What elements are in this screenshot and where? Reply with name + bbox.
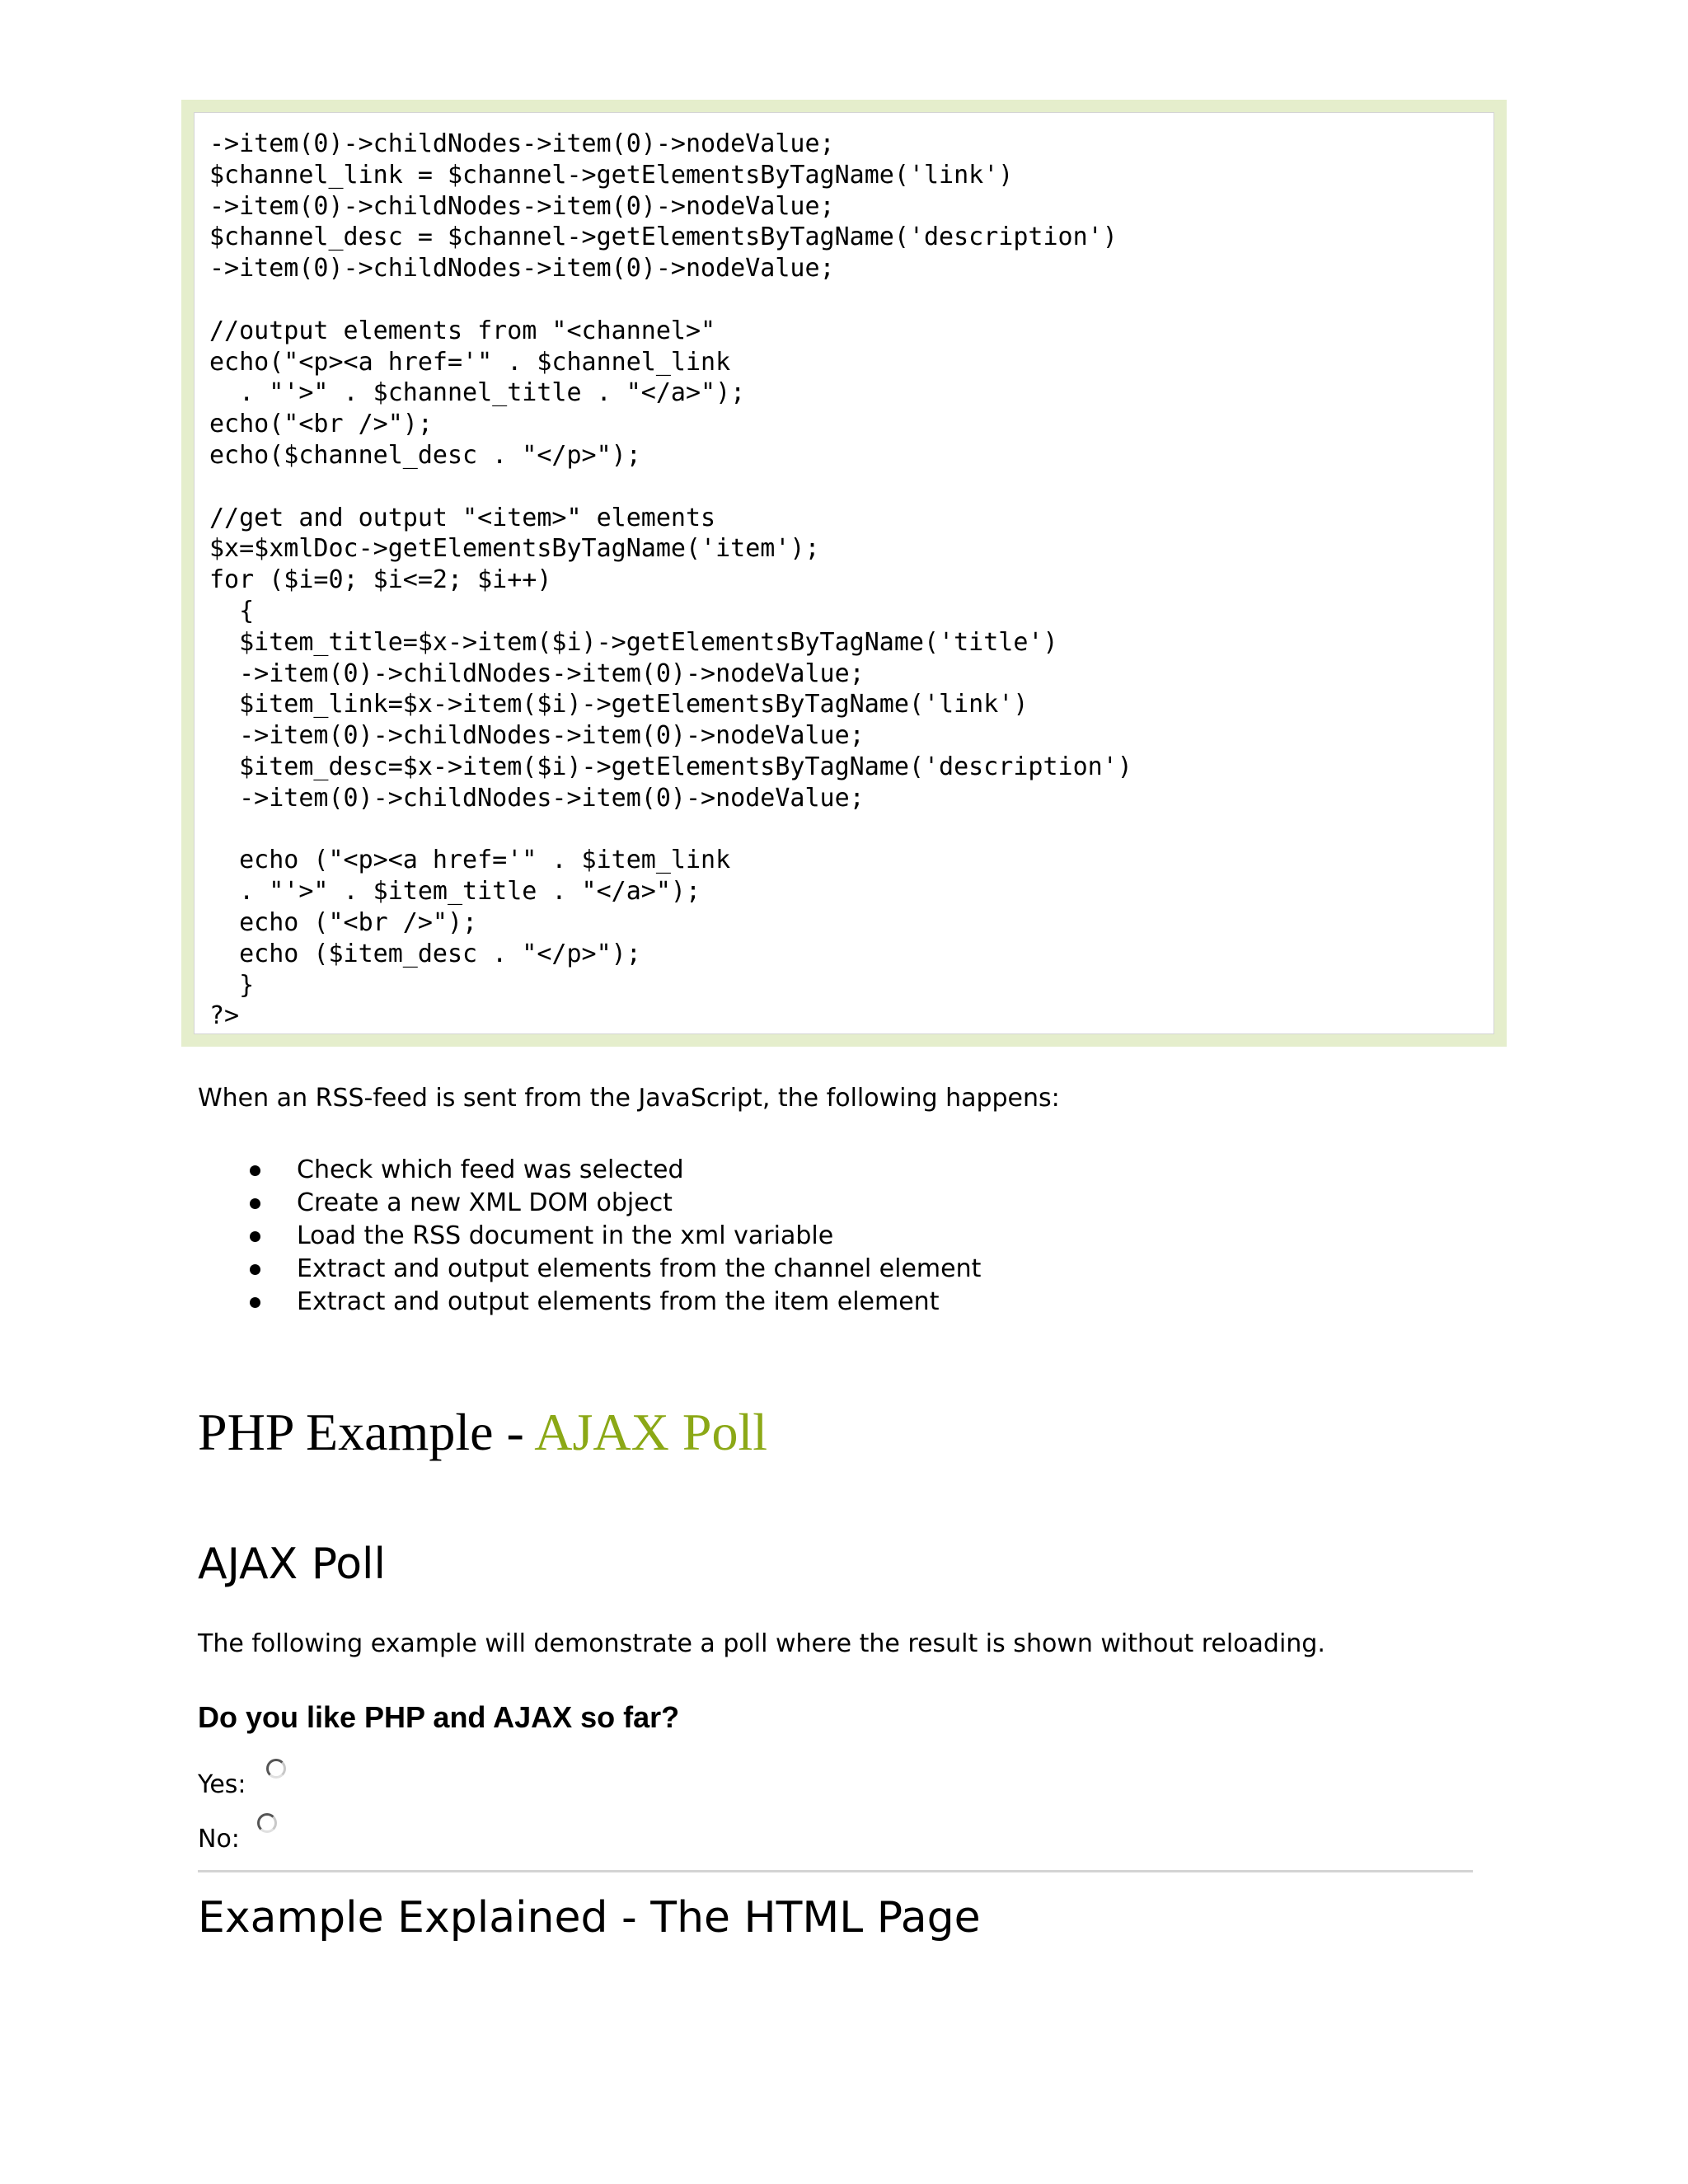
section-title [198,1399,767,1465]
bullet-icon [250,1198,260,1209]
code-line: $channel_link = $channel->getElementsByTagName('link') [209,160,1014,190]
poll-radio-no[interactable] [257,1813,277,1833]
list-item [198,1253,981,1286]
step-label: Check which feed was selected [297,1155,684,1184]
steps-list [198,1154,981,1319]
code-line: echo ("<p><a href='" . $item_link [209,846,731,875]
code-line: $item_desc=$x->item($i)->getElementsByTagName('description') [209,752,1132,781]
code-line [209,471,1493,503]
code-line: ->item(0)->childNodes->item(0)->nodeValue; [209,129,835,158]
bullet-icon [250,1231,260,1242]
intro-paragraph: When an RSS-feed is sent from the JavaScript, the following happens: [198,1084,1060,1113]
bullet-icon [250,1165,260,1176]
code-example [194,112,1494,1034]
code-line: . "'>" . $item_title . "</a>"); [209,877,701,907]
code-line: ->item(0)->childNodes->item(0)->nodeValue; [209,783,865,813]
code-line: //output elements from "<channel>" [209,316,716,345]
code-line: echo("<p><a href='" . $channel_link [209,347,731,377]
code-line: echo($channel_desc . "</p>"); [209,440,641,470]
bullet-icon [250,1297,260,1308]
code-line: ->item(0)->childNodes->item(0)->nodeValue; [209,191,835,221]
code-line: { [209,596,255,626]
poll-question: Do you like PHP and AJAX so far? [198,1700,680,1734]
code-line: $channel_desc = $channel->getElementsByTagName('description') [209,223,1118,252]
section-title-highlight: AJAX Poll [534,1403,767,1461]
poll-option-label: Yes: [198,1770,246,1799]
code-line: echo("<br />"); [209,410,433,439]
code-line [209,814,1493,846]
code-line: ->item(0)->childNodes->item(0)->nodeValue; [209,254,835,284]
list-item [198,1154,981,1187]
code-example-frame [181,100,1507,1047]
poll-radio-yes[interactable] [266,1759,286,1779]
description-paragraph: The following example will demonstrate a poll where the result is shown without reloading. [198,1629,1325,1658]
code-line: $x=$xmlDoc->getElementsByTagName('item'); [209,534,820,564]
code-line: for ($i=0; $i<=2; $i++) [209,565,552,595]
code-line [209,284,1493,316]
poll-option-label: No: [198,1825,240,1854]
list-item [198,1286,981,1319]
step-label: Extract and output elements from the channel element [297,1254,982,1283]
code-line: //get and output "<item>" elements [209,503,716,532]
poll-option-yes [198,1769,246,1802]
code-line: $item_link=$x->item($i)->getElementsByTagName('link') [209,690,1029,719]
example-explained-heading: Example Explained - The HTML Page [198,1893,981,1943]
code-line: . "'>" . $channel_title . "</a>"); [209,378,746,408]
code-line: ->item(0)->childNodes->item(0)->nodeValue; [209,721,865,751]
code-line: $item_title=$x->item($i)->getElementsByTagName('title') [209,627,1058,657]
bullet-icon [250,1264,260,1275]
subheading: AJAX Poll [198,1540,386,1589]
code-line: echo ($item_desc . "</p>"); [209,939,641,968]
code-line: ?> [209,1001,240,1031]
code-line: } [209,970,255,1000]
poll-option-no [198,1823,240,1856]
section-title-prefix: PHP Example - [198,1403,535,1461]
step-label: Extract and output elements from the item element [297,1287,940,1316]
list-item [198,1220,981,1253]
step-label: Load the RSS document in the xml variable [297,1221,834,1250]
list-item [198,1187,981,1220]
divider [198,1870,1473,1872]
code-line: ->item(0)->childNodes->item(0)->nodeValue; [209,658,865,688]
step-label: Create a new XML DOM object [297,1188,673,1217]
code-line: echo ("<br />"); [209,907,478,937]
